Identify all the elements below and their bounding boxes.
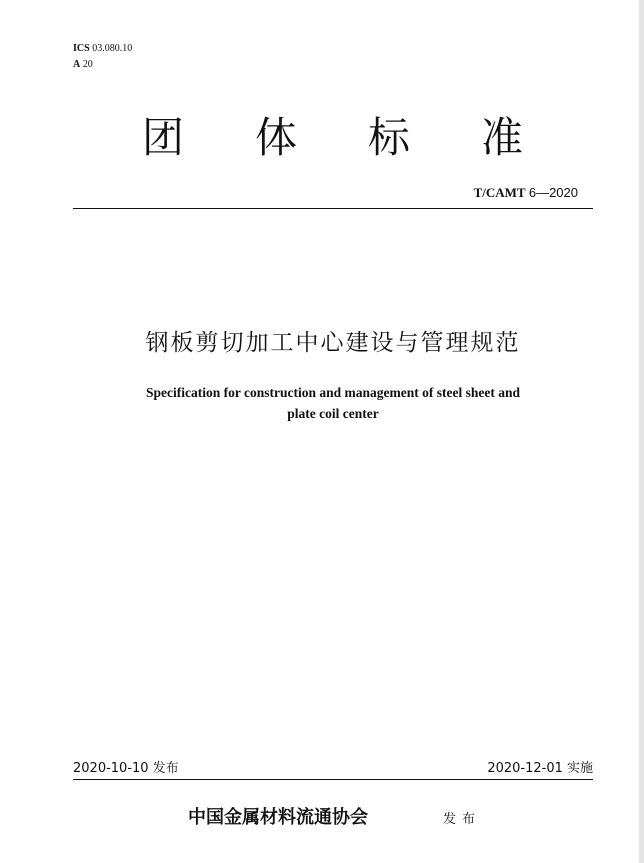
standard-type-char: 团 [142, 113, 185, 162]
ics-code: 03.080.10 [92, 43, 133, 54]
title-english [73, 382, 593, 424]
implementation-date: 2020-12-01 实施 [487, 761, 593, 776]
ics-label: ICS [73, 43, 90, 54]
ccs-classification [73, 58, 93, 72]
standard-type-char: 标 [368, 113, 411, 162]
publisher-name: 中国金属材料流通协会 [188, 807, 368, 828]
publish-label: 发布 [443, 812, 482, 827]
standard-type-char: 准 [481, 113, 524, 162]
page-edge [639, 0, 644, 863]
title-english-line-2: plate coil center [287, 406, 379, 421]
ccs-label: A [73, 59, 81, 70]
standard-number [474, 184, 578, 202]
standard-type-heading [73, 112, 593, 168]
title-english-line-1: Specification for construction and management of steel sheet and [146, 385, 520, 400]
ccs-code: 20 [82, 59, 93, 70]
issue-date: 2020-10-10 发布 [73, 761, 179, 776]
title-chinese: 钢板剪切加工中心建设与管理规范 [145, 330, 521, 356]
standard-number-suffix: 6—2020 [528, 185, 578, 200]
standard-type-char: 体 [255, 113, 298, 162]
standard-number-prefix: T/CAMT [473, 185, 526, 200]
footer-divider [73, 779, 593, 780]
header-divider [73, 208, 593, 209]
ics-classification [73, 42, 132, 56]
